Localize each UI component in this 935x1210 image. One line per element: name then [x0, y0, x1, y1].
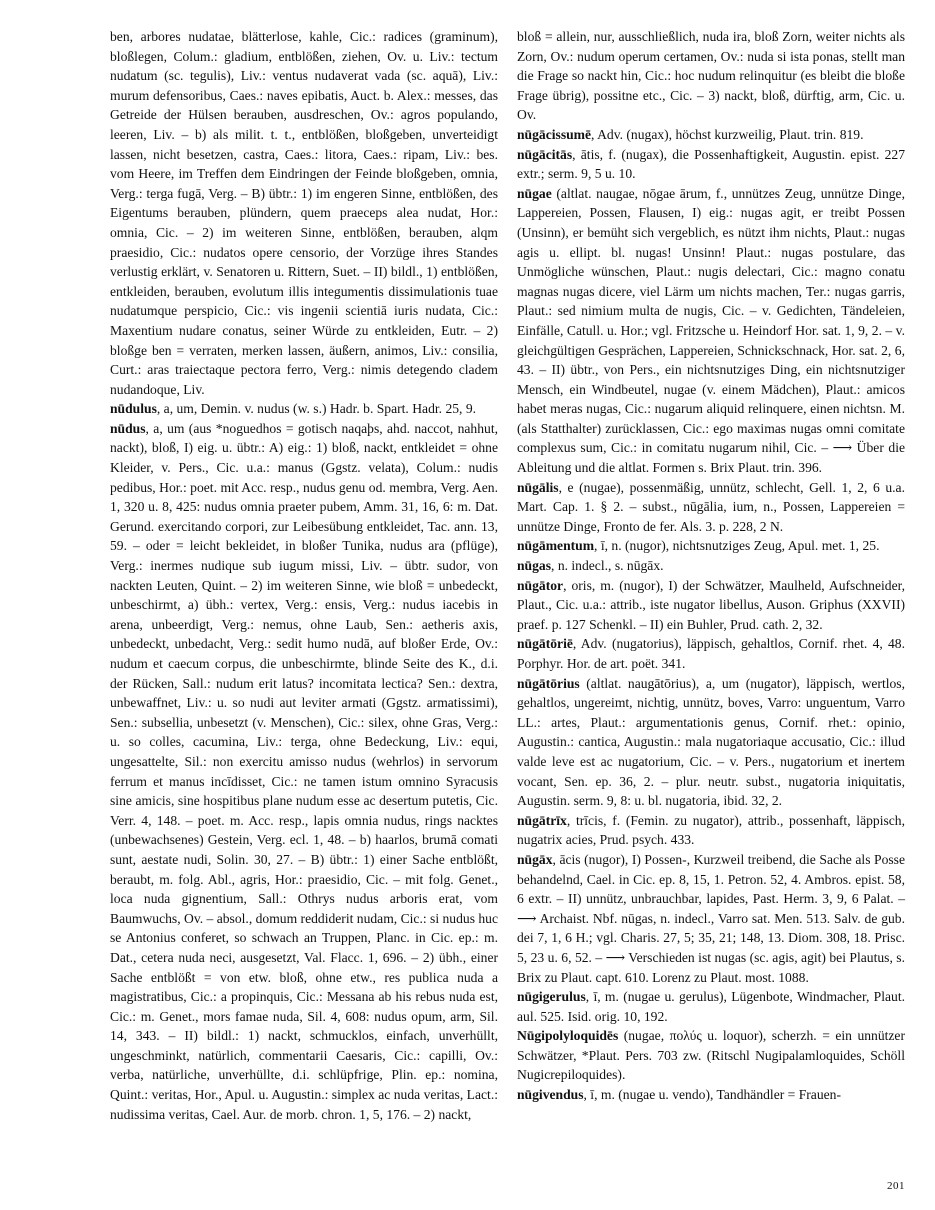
- dictionary-entry: [110, 419, 498, 1124]
- dictionary-entry: [110, 399, 498, 419]
- entry-text: , a, um (aus *noguedhos = gotisch naqaþs, ahd. naccot, nahhut, nackt), bloß, I) eig. u. übtr.: A) eig.: 1) bloß, nackt, entkleidet = ohne Kleider, v. Pers., Cic. u.a.: manus (Ggstz. velata), Colum.: nudis pedibus, Hor.: poet. mit Acc. resp., nudus genu od. membra, Verg. Aen. 1, 320 u. 8, 425: nudus omnia praeter pubem, Amm. 31, 16, 6: m. Dat. Gerund. exercitando corpori, zur Leibesübung entkleidet, Tac. ann. 13, 59. – oder = leicht bekleidet, in bloßer Tunika, nudus ara (pflüge), Verg.: inermes nudique sub iugum missi, Liv. – übtr. sudor, von nackten Leuten, Quint. – 2) im weiteren Sinne, wie bloß = unbedeckt, unbeschirmt, a) übh.: vertex, Verg.: ensis, Verg.: nudus iacebis in arena, unbeerdigt, Verg.: nemus, ohne Laub, Sen.: aetheris axis, unbedeckt, unbedacht, Verg.: sedit humo nudā, auf bloßer Erde, Ov.: nudum et caecum corpus, die unbeschirmte, blinde Seite des K., d.i. der Rücken, Sall.: nudum erit latus? incomitata lectica? Sen.: dextra, unbewaffnet, Liv.: u. so nudi aut leviter armati (Ggstz. armatissimi), Sen.: subsellia, unbesetzt (v. Menschen), Cic.: silex, ohne Gras, Verg.: u. so colles, cacumina, Liv.: terga, ohne Bedeckung, Liv.: equi, ungesattelte, Sil.: non exercitu amisso nudus (wehrlos) in servorum ferrum et manus incīdisset, Cic.: ne tamen istum omnino Syracusis sine amicis, sine hospitibus plane nudum esse ac desertum putetis, Cic. Verr. 4, 148. – poet. m. Acc. resp., lapis omnia nudus, rings nacktes (unbewachsenes) Gestein, Verg. ecl. 1, 48. – b) haarlos, brumā comati sunt, aestate nudi, Solin. 30, 27. – B) übtr.: 1) einer Sache entblößt, beraubt, m. folg. Abl., agris, Hor.: praesidio, Cic. – mit folg. Genet., loca nuda gignentium, Sall.: Othrys nudus arboris erat, vom Baumwuchs, Ov. – absol., domum reddiderit nudam, Cic.: si nudus huc se Antonius conferet, so schwach an Truppen, Planc. in Cic. ep.: m. Dat., cetera nuda neci, ausgesetzt, Val. Flacc. 1, 696. – 2) übh., einer Sache entblößt = von etw. bloß, ohne etw., res publica nuda a magistratibus, Cic.: a propinquis, Cic.: Messana ab his rebus nuda est, Cic.: m. Genet., mors famae nuda, Sil. 4, 608: nudus opum, arm, Sil. 14, 343. – II) bildl.: 1) nackt, schmucklos, einfach, unverhüllt, ungeschminkt, natürlich, commentarii Caesaris, Cic.: capilli, Ov.: verba, natürliche, unverhüllte, d.i. schlüpfrige, Plin. ep.: nomina, Quint.: veritas, Hor., Apul. u. Augustin.: simplex ac nuda veritas, Lact.: nudissima veritas, Cael. Aur. de morb. chron. 1, 5, 176. – 2) nackt,: [110, 420, 499, 1122]
- entry-headword: nūgātōrius: [517, 675, 580, 691]
- entry-text: , oris, m. (nugor), I) der Schwätzer, Maulheld, Aufschneider, Plaut., Cic. u.a.: attrib., iste nugator libellus, Auson. Griphus (XXVII) praef. p. 127 Schenkl. – II) ein Buhler, Prud. cath. 2, 32.: [517, 577, 905, 632]
- entry-text: (altlat. naugae, nōgae ārum, f., unnützes Zeug, unnütze Dinge, Lappereien, Possen, Flausen, I) eig.: nugas agit, er treibt Possen (Unsinn), er bemüht sich vergeblich, es nützt ihm nichts, Plaut.: nugas agis u. ellipt. bl. nugas! Unsinn! Plaut.: nugas postulare, das Unmögliche wünschen, Plaut.: nugis delectari, Cic.: magno conatu magnas nugas dicere, viel Lärm um nichts machen, Ter.: nugas garris, Plaut.: sed nimium multa de nugis, Cic. – v. Gedichten, Tändeleien, Einfälle, Catull. u. Hor.; vgl. Fritzsche u. Heindorf Hor. sat. 1, 9, 2. – v. gleichgültigen Gesprächen, Lappereien, Schnickschnack, Hor. sat. 2, 6, 43. – II) übtr., von Pers., ein nichtsnutziges Ding, ein nichtsnutziger Mensch, ein Windbeutel, nugae (v. einem Mädchen), Plaut.: amicos habet meras nugas, Cic.: nugarum aliquid relinquere, einen nichtsn. M. (als Statthalter) zurücklassen, Cic.: ego maximas nugas omni comitate complexus sum, Cic.: in comitatu nugarum nihil, Cic. – ⟶ Über die Ableitung und die altlat. Formen s. Brix Plaut. trin. 396.: [517, 185, 905, 476]
- left-column: [110, 27, 498, 1124]
- entry-headword: nūgāx: [517, 851, 553, 867]
- entry-headword: nūdulus: [110, 401, 157, 417]
- entry-headword: nūgātor: [517, 577, 564, 593]
- entry-headword: Nūgipolyloquidēs: [517, 1028, 619, 1044]
- dictionary-entry: [517, 27, 905, 125]
- dictionary-entry: [517, 674, 905, 811]
- entry-text: , Adv. (nugax), höchst kurzweilig, Plaut. trin. 819.: [591, 126, 864, 142]
- dictionary-entry: [517, 145, 905, 184]
- dictionary-entry: [110, 27, 498, 399]
- dictionary-entry: [517, 1085, 905, 1105]
- entry-text: , n. indecl., s. nūgāx.: [551, 558, 664, 574]
- entry-text: , a, um, Demin. v. nudus (w. s.) Hadr. b. Spart. Hadr. 25, 9.: [156, 401, 477, 417]
- dictionary-entry: [517, 478, 905, 537]
- entry-headword: nūgas: [517, 558, 552, 574]
- dictionary-entry: [517, 634, 905, 673]
- entry-text: , ātis, f. (nugax), die Possenhaftigkeit, Augustin. epist. 227 extr.; serm. 9, 5 u. 10.: [517, 146, 905, 182]
- entry-headword: nūdus: [110, 420, 146, 436]
- entry-headword: nūgālis: [517, 479, 559, 495]
- entry-headword: nūgāmentum: [517, 538, 595, 554]
- entry-text: (altlat. naugātōrius), a, um (nugator), läppisch, wertlos, gehaltlos, ungereimt, nichtig, unnütz, boves, Varro: unguentum, Varro LL.: artes, Plaut.: argumentationis genus, Cornif. rhet.: opinio, Augustin.: cantica, Augustin.: mala nugatoriaque accusatio, Cic.: illud valde leve est ac nugatorium, Cic. – v. Pers., nugatorium et inertem vocant, Sen. ep. 36, 2. – plur. neutr. subst., nugatoria iniquitatis, Augustin. serm. 9, 8: u. bl. nugatoria, ibid. 32, 2.: [517, 675, 905, 809]
- right-column: [517, 27, 905, 1105]
- dictionary-entry: [517, 850, 905, 987]
- entry-headword: nūgātrīx: [517, 812, 567, 828]
- dictionary-entry: [517, 987, 905, 1026]
- entry-headword: nūgivendus: [517, 1087, 584, 1103]
- entry-text: , ī, m. (nugae u. vendo), Tandhändler = Frauen-: [583, 1087, 841, 1103]
- page-number: 201: [887, 1180, 905, 1192]
- dictionary-entry: [517, 125, 905, 145]
- entry-text: (nugae, πολύς u. loquor), scherzh. = ein unnützer Schwätzer, *Plaut. Pers. 703 zw. (Ritschl Nugipalamloquides, Schöll Nugicrepiloquides).: [517, 1028, 905, 1083]
- entry-text: , ī, n. (nugor), nichtsnutziges Zeug, Apul. met. 1, 25.: [594, 538, 880, 554]
- dictionary-entry: [517, 184, 905, 478]
- dictionary-entry: [517, 556, 905, 576]
- entry-headword: nūgātōriē: [517, 636, 573, 652]
- dictionary-entry: [517, 1026, 905, 1085]
- dictionary-entry: [517, 536, 905, 556]
- entry-text: ben, arbores nudatae, blätterlose, kahle, Cic.: radices (graminum), bloßlegen, Colum.: gladium, entblößen, ziehen, Ov. u. Liv.: tectum nudatum (sc. tegulis), Liv.: ventus nudaverat vada (sc. aquā), Liv.: murum defensoribus, Caes.: naves epibatis, Auct. b. Alex.: messes, das Getreide der Hülsen berauben, ausdreschen, Ov.: agros populando, leeren, Liv. – b) als milit. t. t., entblößen, bloßgeben, unverteidigt lassen, nicht besetzen, castra, Caes.: litora, Caes.: ripam, Liv.: bes. vom Heere, im Treffen dem Eindringen der Feinde bloßgeben, omnia, Verg.: terga fugā, Verg. – B) übtr.: 1) im engeren Sinne, entblößen, des Eigentums berauben, plündern, quem praeceps alea nudat, Hor.: omnia, Cic. – 2) im weiteren Sinne, entblößen, berauben, alqm praesidio, Cic.: nudatos opere censorio, der Vorzüge ihres Standes verlustig erklärt, v. Senatoren u. Rittern, Suet. – II) bildl., 1) entblößen, entkleiden, berauben, evolutum illis integumentis dissimulationis tuae nudatumque perspicio, Cic.: vis ingenii scientiā iuris nudata, Cic.: Maxentium nudare conatus, seiner Würde zu entkleiden, Eutr. – 2) bloßge ben = verraten, merken lassen, äußern, animos, Liv.: consilia, Curt.: aras traiectaque pectora ferro, Verg.: nimis detegendo cladem nudandoque, Liv.: [110, 29, 498, 397]
- entry-headword: nūgigerulus: [517, 989, 586, 1005]
- entry-headword: nūgācissumē: [517, 126, 592, 142]
- entry-headword: nūgācitās: [517, 146, 573, 162]
- entry-text: , trīcis, f. (Femin. zu nugator), attrib., possenhaft, läppisch, nugatrix acies, Prud. psych. 433.: [517, 812, 905, 848]
- entry-text: , e (nugae), possenmäßig, unnütz, schlecht, Gell. 1, 2, 6 u.a. Mart. Cap. 1. § 2. – subst., nūgālia, ium, n., Possen, Lappereien = unnütze Dinge, Fronto de fer. Als. 3. p. 228, 2 N.: [517, 479, 905, 534]
- entry-text: , ī, m. (nugae u. gerulus), Lügenbote, Windmacher, Plaut. aul. 525. Isid. orig. 10, 192.: [517, 989, 905, 1024]
- entry-text: bloß = allein, nur, ausschließlich, nuda ira, bloß Zorn, weiter nichts als Zorn, Ov.: nudum operum certamen, Ov.: nuda si ista ponas, stellt man die Frage so nackt hin, Cic.: hoc nudum relinquitur (es bleibt die bloße Frage übrig), possitne etc., Cic. – 3) nackt, bloß, dürftig, arm, Cic. u. Ov.: [517, 29, 905, 123]
- dictionary-entry: [517, 576, 905, 635]
- dictionary-entry: [517, 811, 905, 850]
- entry-text: , ācis (nugor), I) Possen-, Kurzweil treibend, die Sache als Posse behandelnd, Cael. in Cic. ep. 8, 15, 1. Petron. 52, 4. Ambros. epist. 58, 6 extr. – II) unnütz, unbrauchbar, lapides, Past. Herm. 3, 9, 6 Palat. – ⟶ Archaist. Nbf. nūgas, n. indecl., Varro sat. Men. 513. Salv. de gub. dei 7, 1, 6 H.; vgl. Charis. 27, 5; 35, 21; 148, 13. Diom. 308, 18. Prisc. 5, 23 u. 6, 52. – ⟶ Verschieden ist nugas (sc. agis, agit) bei Plautus, s. Brix zu Plaut. capt. 610. Lorenz zu Plaut. most. 1088.: [517, 851, 905, 985]
- entry-text: , Adv. (nugatorius), läppisch, gehaltlos, Cornif. rhet. 4, 48. Porphyr. Hor. de art. poët. 341.: [517, 636, 905, 671]
- entry-headword: nūgae: [517, 185, 552, 201]
